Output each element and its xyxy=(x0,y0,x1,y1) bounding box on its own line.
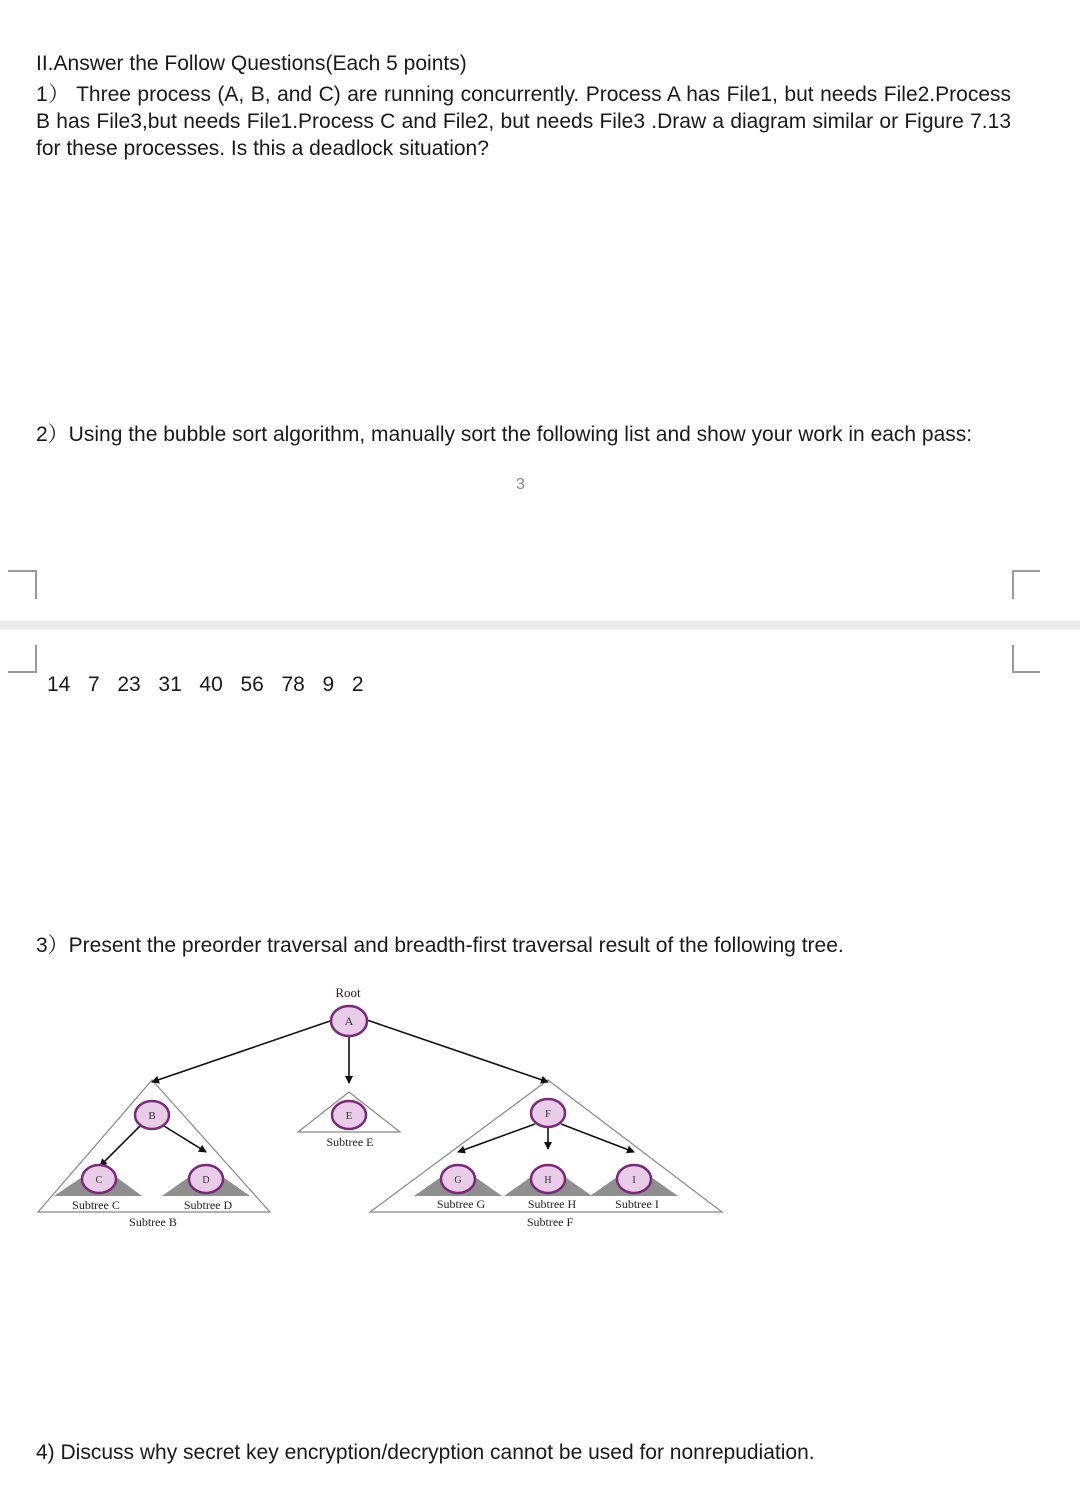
node-f-label: F xyxy=(544,1108,552,1120)
subtree-c-label: Subtree C xyxy=(72,1198,120,1212)
page-number: 3 xyxy=(516,476,525,493)
subtree-i-label: Subtree I xyxy=(615,1197,659,1211)
page-break-divider xyxy=(0,621,1080,629)
question-4-text: 4) Discuss why secret key encryption/decryption cannot be used for nonrepudiation. xyxy=(36,1441,815,1464)
subtree-b-label: Subtree B xyxy=(129,1215,177,1229)
edge-a-b xyxy=(152,1020,333,1082)
node-h-label: H xyxy=(544,1175,552,1186)
question-2-text: 2）Using the bubble sort algorithm, manually sort the following list and show your work in each pass: xyxy=(36,423,973,446)
tree-diagram xyxy=(30,980,730,1240)
section-heading: II.Answer the Follow Questions(Each 5 points) xyxy=(36,52,467,75)
subtree-h-label: Subtree H xyxy=(527,1197,577,1211)
subtree-d-label: Subtree D xyxy=(183,1198,233,1212)
node-c-label: C xyxy=(95,1175,103,1186)
edge-a-f xyxy=(367,1020,548,1082)
node-a-label: A xyxy=(344,1014,354,1028)
root-label: Root xyxy=(335,985,361,1000)
subtree-f-label: Subtree F xyxy=(526,1215,574,1229)
page-corner-mark-top-right xyxy=(1012,570,1040,599)
node-i-label: I xyxy=(632,1175,636,1186)
subtree-e-label: Subtree E xyxy=(326,1135,374,1149)
question-1-text: 1） Three process (A, B, and C) are running concurrently. Process A has File1, but needs File2.Process B has File3,but needs File1.Process C and File2, but needs File3 .Draw a diagram similar or Figure 7.13 for these processes. Is this a deadlock situation? xyxy=(36,83,1011,160)
node-d-label: D xyxy=(202,1175,210,1186)
bubble-sort-list: 14 7 23 31 40 56 78 9 2 xyxy=(47,673,364,696)
node-b-label: B xyxy=(148,1110,156,1122)
node-e-label: E xyxy=(345,1110,353,1122)
page-corner-mark-bottom-left xyxy=(8,645,37,673)
question-3-text: 3）Present the preorder traversal and breadth-first traversal result of the following tree. xyxy=(36,934,844,957)
subtree-g-label: Subtree G xyxy=(436,1197,486,1211)
node-g-label: G xyxy=(454,1175,462,1186)
page-corner-mark-bottom-right xyxy=(1012,645,1040,673)
page-corner-mark-top-left xyxy=(8,570,37,599)
